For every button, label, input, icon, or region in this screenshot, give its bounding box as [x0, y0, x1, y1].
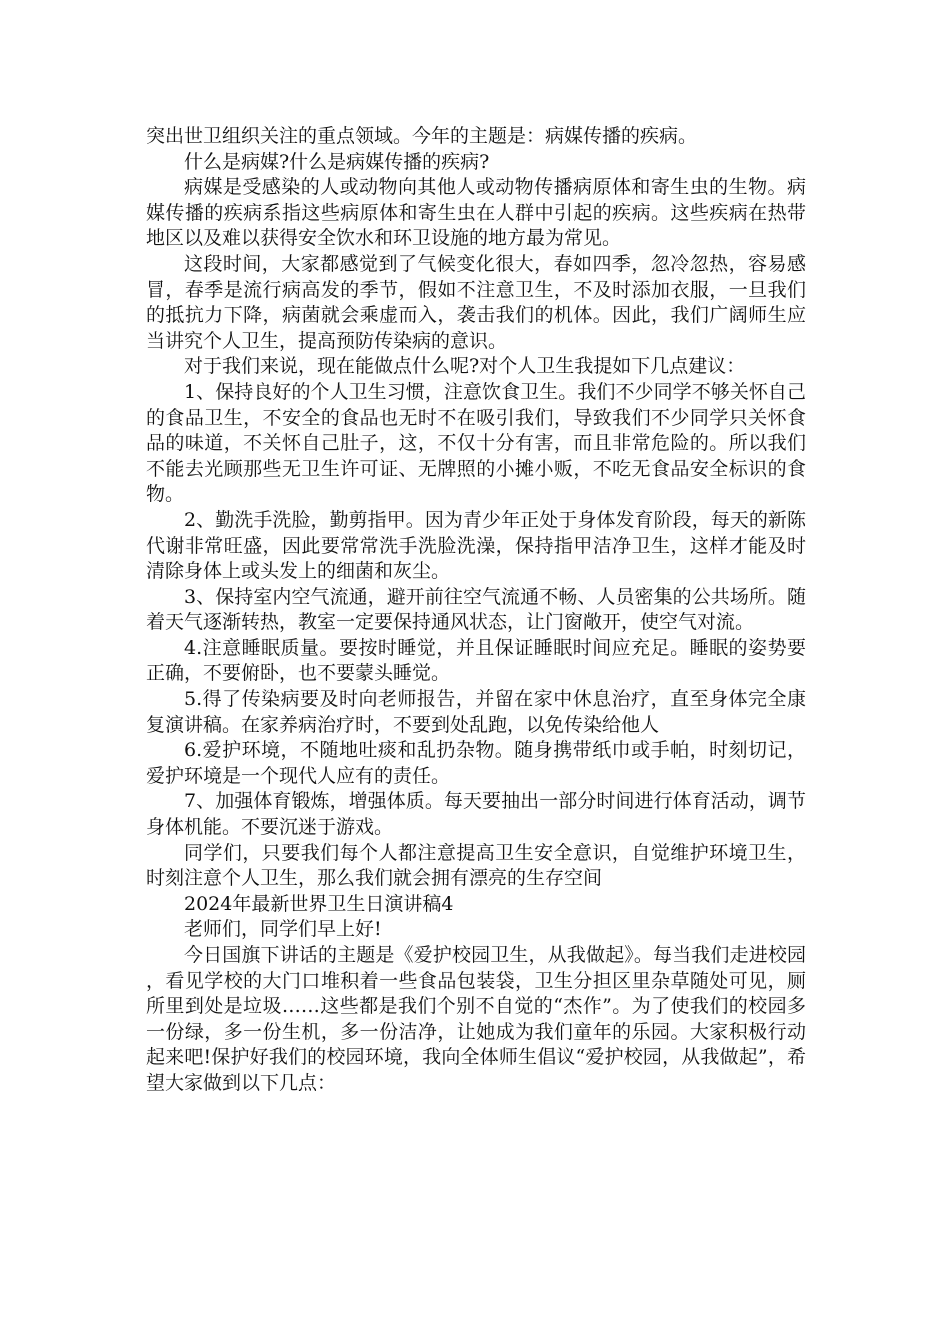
paragraph: 1、保持良好的个人卫生习惯，注意饮食卫生。我们不少同学不够关怀自己的食品卫生，不安全的食品也无时不在吸引我们，导致我们不少同学只关怀食品的味道，不关怀自己肚子，这，不仅十分有害，而且非常危险的。所以我们不能去光顾那些无卫生许可证、无牌照的小摊小贩，不吃无食品安全标识的食物。 — [146, 380, 806, 506]
paragraph: 这段时间，大家都感觉到了气候变化很大，春如四季，忽冷忽热，容易感冒，春季是流行病高发的季节，假如不注意卫生，不及时添加衣服，一旦我们的抵抗力下降，病菌就会乘虚而入，袭击我们的机体。因此，我们广阔师生应当讲究个人卫生，提高预防传染病的意识。 — [146, 252, 806, 352]
paragraph: 突出世卫组织关注的重点领域。今年的主题是：病媒传播的疾病。 — [146, 125, 698, 147]
paragraph: 7、加强体育锻炼，增强体质。每天要抽出一部分时间进行体育活动，调节身体机能。不要沉迷于游戏。 — [146, 790, 806, 839]
paragraph: 5.得了传染病要及时向老师报告，并留在家中休息治疗，直至身体完全康复演讲稿。在家养病治疗时，不要到处乱跑，以免传染给他人 — [146, 688, 806, 736]
paragraph: 对于我们来说，现在能做点什么呢?对个人卫生我提如下几点建议： — [184, 355, 746, 378]
section-heading: 2024年最新世界卫生日演讲稿4 — [184, 892, 454, 915]
paragraph: 4.注意睡眠质量。要按时睡觉，并且保证睡眠时间应充足。睡眠的姿势要正确，不要俯卧，也不要蒙头睡觉。 — [146, 636, 806, 685]
paragraph: 同学们，只要我们每个人都注意提高卫生安全意识，自觉维护环境卫生，时刻注意个人卫生，那么我们就会拥有漂亮的生存空间 — [146, 841, 806, 890]
greeting: 老师们，同学们早上好! — [184, 918, 382, 941]
paragraph: 什么是病媒?什么是病媒传播的疾病? — [184, 150, 490, 173]
paragraph: 6.爱护环境，不随地吐痰和乱扔杂物。随身携带纸巾或手帕，时刻切记，爱护环境是一个现代人应有的责任。 — [146, 739, 806, 787]
paragraph: 今日国旗下讲话的主题是《爱护校园卫生，从我做起》。每当我们走进校园，看见学校的大门口堆积着一些食品包装袋，卫生分担区里杂草随处可见，厕所里到处是垃圾……这些都是我们个别不自觉的“杰作”。为了使我们的校园多一份绿，多一份生机，多一份洁净，让她成为我们童年的乐园。大家积极行动起来吧!保护好我们的校园环境，我向全体师生倡议“爱护校园，从我做起”，希望大家做到以下几点： — [146, 944, 806, 1094]
paragraph: 3、保持室内空气流通，避开前往空气流通不畅、人员密集的公共场所。随着天气逐渐转热，教室一定要保持通风状态，让门窗敞开，使空气对流。 — [146, 585, 806, 634]
paragraph: 病媒是受感染的人或动物向其他人或动物传播病原体和寄生虫的生物。病媒传播的疾病系指这些病原体和寄生虫在人群中引起的疾病。这些疾病在热带地区以及难以获得安全饮水和环卫设施的地方最为常见。 — [146, 176, 806, 250]
paragraph: 2、勤洗手洗脸，勤剪指甲。因为青少年正处于身体发育阶段，每天的新陈代谢非常旺盛，因此要常常洗手洗脸洗澡，保持指甲洁净卫生，这样才能及时清除身体上或头发上的细菌和灰尘。 — [146, 508, 806, 583]
document-page — [146, 124, 806, 1097]
